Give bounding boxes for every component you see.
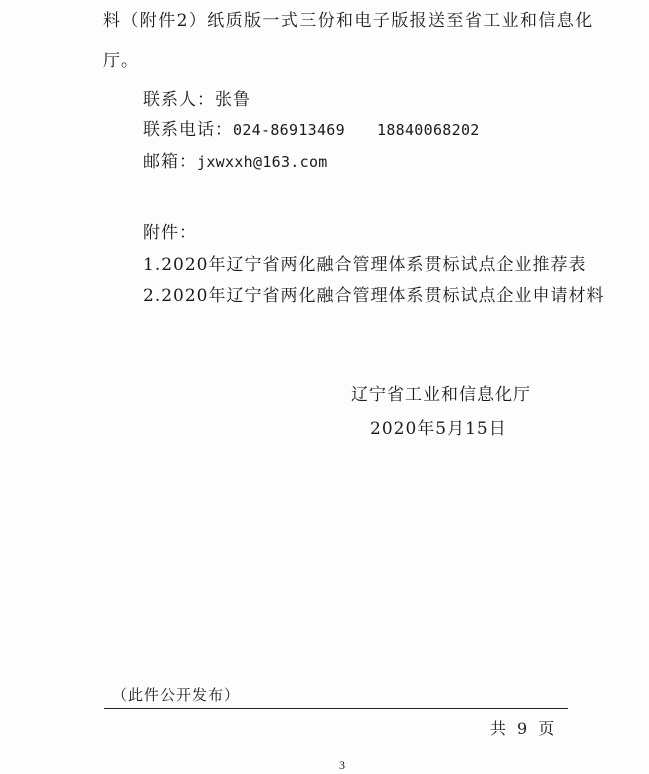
- body-text-line-2: 厅。: [103, 51, 139, 71]
- signature-organization: 辽宁省工业和信息化厅: [351, 385, 531, 405]
- contact-email-address: jxwxxh@163.com: [197, 153, 328, 171]
- contact-phone-label: 联系电话：: [143, 120, 233, 140]
- body-text-line-1: 料（附件2）纸质版一式三份和电子版报送至省工业和信息化: [103, 11, 594, 31]
- footer-divider: [104, 708, 568, 709]
- total-pages: [490, 716, 555, 739]
- contact-phone: [143, 119, 480, 141]
- contact-email: [143, 151, 328, 173]
- total-pages-count: 9: [517, 719, 529, 738]
- contact-person: [143, 89, 251, 111]
- contact-person-name: 张鲁: [215, 90, 251, 110]
- contact-person-label: 联系人：: [143, 90, 215, 110]
- total-pages-suffix: 页: [538, 719, 556, 738]
- attachments-label: 附件：: [143, 223, 197, 243]
- page-number: 3: [339, 758, 345, 772]
- attachment-item-1: 1.2020年辽宁省两化融合管理体系贯标试点企业推荐表: [143, 255, 587, 275]
- contact-phone-2: 18840068202: [376, 121, 480, 139]
- total-pages-prefix: 共: [490, 719, 508, 738]
- attachment-item-2: 2.2020年辽宁省两化融合管理体系贯标试点企业申请材料: [143, 286, 605, 306]
- publication-notice: （此件公开发布）: [112, 686, 241, 704]
- contact-phone-1: 024-86913469: [233, 121, 345, 139]
- contact-email-label: 邮箱：: [143, 152, 197, 172]
- signature-date: 2020年5月15日: [370, 419, 507, 439]
